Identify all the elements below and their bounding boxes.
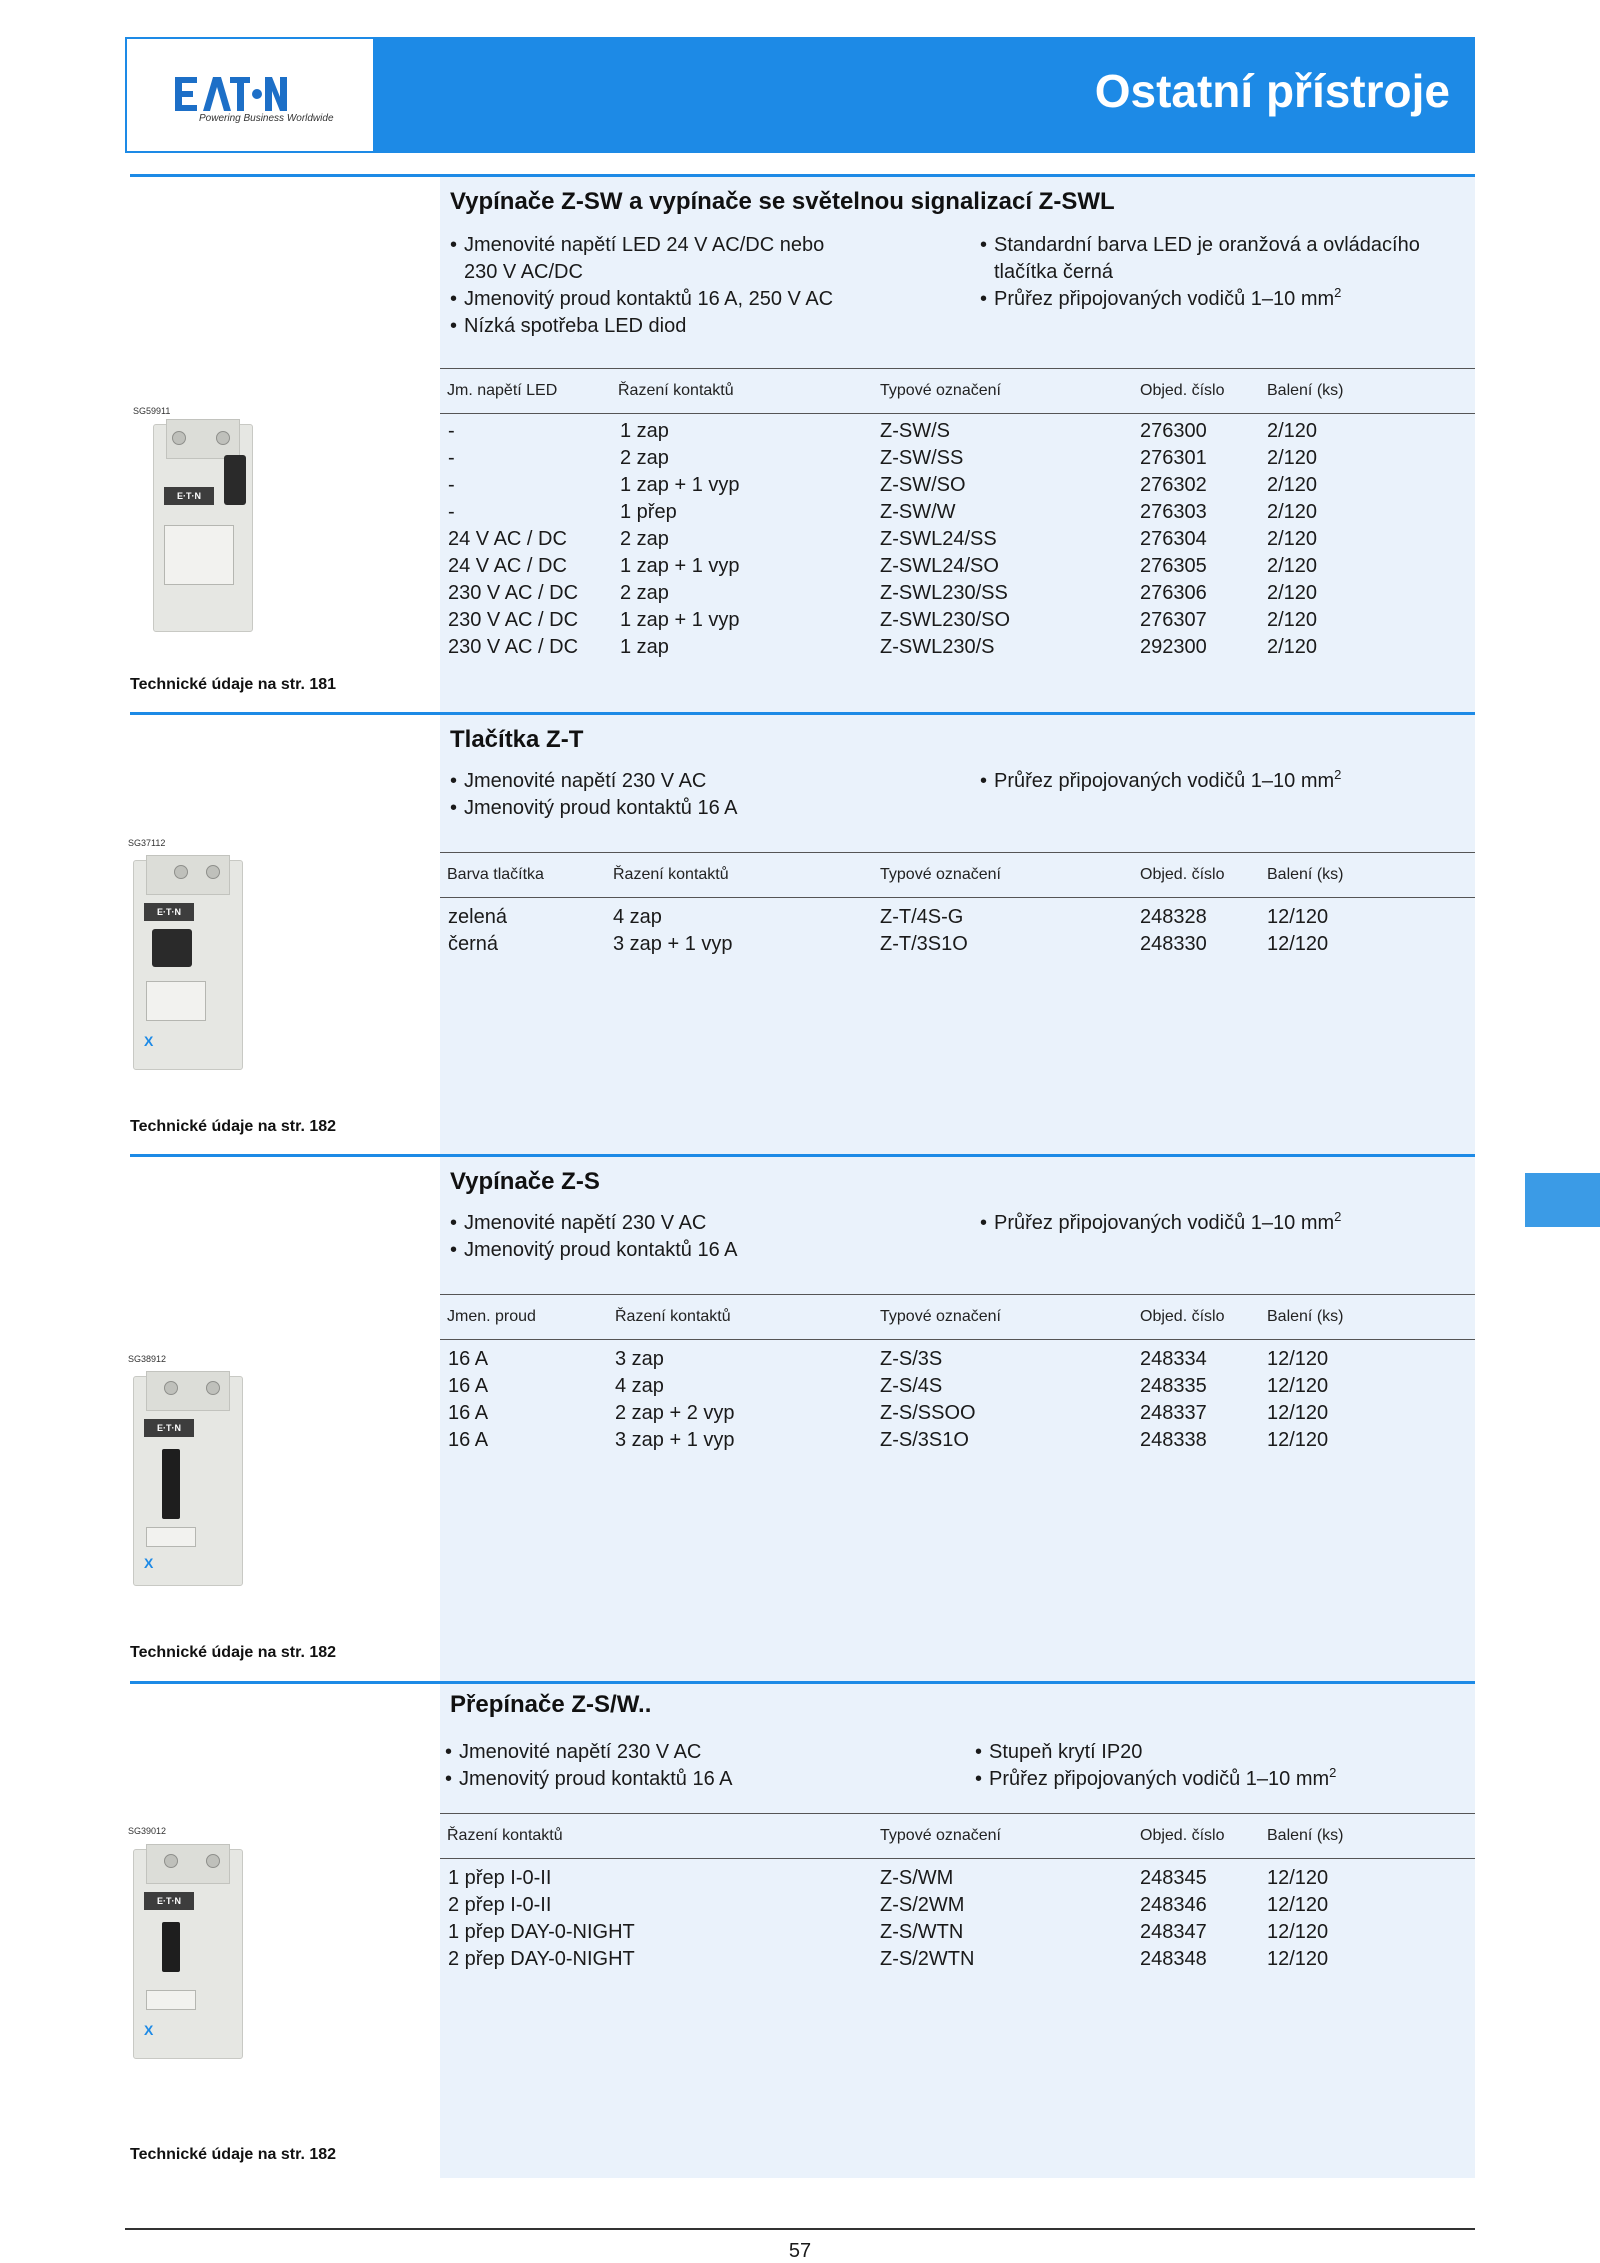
column-header: Typové označení: [880, 382, 1001, 399]
spec-item-continued: 230 V AC/DC: [464, 261, 583, 283]
screw-icon: [206, 865, 220, 879]
column-header: Jm. napětí LED: [447, 382, 558, 399]
cell: 16 A: [448, 1348, 489, 1370]
table-row: [440, 634, 1475, 661]
spec-text: Průřez připojovaných vodičů 1–10 mm: [989, 1768, 1330, 1790]
cell: 4 zap: [613, 906, 662, 928]
tech-data-reference: Technické údaje na str. 181: [130, 676, 337, 693]
table-row: [440, 1946, 1475, 1973]
cell: Z-SW/SO: [880, 474, 966, 496]
device-image: [133, 1376, 243, 1586]
table-row: [440, 931, 1475, 958]
cell: 2/120: [1267, 582, 1318, 604]
cell: Z-S/2WTN: [880, 1948, 975, 1970]
screw-icon: [174, 865, 188, 879]
cell: 24 V AC / DC: [448, 555, 567, 577]
cell: 2 zap + 2 vyp: [615, 1402, 735, 1424]
cell: Z-S/WM: [880, 1867, 954, 1889]
spec-list-left: [450, 768, 738, 822]
column-header: Balení (ks): [1267, 1308, 1344, 1325]
cell: 3 zap + 1 vyp: [613, 933, 733, 955]
cell: 2 zap: [620, 528, 669, 550]
switch-rocker-icon: [224, 455, 246, 505]
superscript: 2: [1329, 1765, 1337, 1780]
cell: 12/120: [1267, 1921, 1329, 1943]
switch-lever-icon: [162, 1449, 180, 1519]
cell: -: [448, 420, 455, 442]
footer-rule: [125, 2228, 1475, 2230]
column-header: Balení (ks): [1267, 382, 1344, 399]
cell: -: [448, 447, 455, 469]
page-title: Ostatní přístroje: [1094, 65, 1450, 117]
push-button-icon: [152, 929, 192, 967]
rating-plate: [164, 525, 234, 585]
cell: 2/120: [1267, 528, 1318, 550]
cell: 230 V AC / DC: [448, 609, 579, 631]
logo-wordmark: [175, 77, 287, 117]
section-title: Vypínače Z-S: [450, 1168, 600, 1195]
cell: 12/120: [1267, 1867, 1329, 1889]
x-mark-icon: X: [144, 2022, 154, 2038]
table-header: [440, 368, 1475, 414]
device-image: [153, 424, 253, 632]
cell: 4 zap: [615, 1375, 664, 1397]
cell: 248337: [1140, 1402, 1207, 1424]
spec-list-right: [980, 232, 1420, 313]
spec-item: • Stupeň krytí IP20: [975, 1739, 1336, 1766]
cell: Z-SWL230/SS: [880, 582, 1008, 604]
cell: 248347: [1140, 1921, 1207, 1943]
table-row: [440, 1892, 1475, 1919]
table-header: [440, 1813, 1475, 1859]
table-header: [440, 852, 1475, 898]
table-row: [440, 553, 1475, 580]
column-header: Řazení kontaktů: [447, 1827, 563, 1844]
cell: 248330: [1140, 933, 1207, 955]
cell: 276306: [1140, 582, 1207, 604]
spec-text: Průřez připojovaných vodičů 1–10 mm: [994, 288, 1335, 310]
cell: Z-SWL24/SS: [880, 528, 997, 550]
rating-plate: [146, 981, 206, 1021]
cell: 230 V AC / DC: [448, 582, 579, 604]
section-title: Tlačítka Z-T: [450, 726, 584, 753]
tech-data-reference: Technické údaje na str. 182: [130, 1118, 337, 1135]
spec-item-continued: tlačítka černá: [994, 261, 1113, 283]
cell: 248346: [1140, 1894, 1207, 1916]
cell: 2/120: [1267, 447, 1318, 469]
chapter-tab: [1525, 1173, 1600, 1227]
column-header: Řazení kontaktů: [615, 1308, 731, 1325]
spec-item: [980, 1210, 1341, 1237]
cell: Z-SWL230/S: [880, 636, 995, 658]
spec-list-left: [450, 1210, 738, 1264]
cell: Z-S/2WM: [880, 1894, 965, 1916]
cell: 276301: [1140, 447, 1207, 469]
table-row: [440, 418, 1475, 445]
brand-label-icon: E·T·N: [144, 903, 194, 921]
cell: 2 zap: [620, 582, 669, 604]
cell: 12/120: [1267, 1429, 1329, 1451]
product-table: [440, 1346, 1475, 1454]
spec-item: • Jmenovitý proud kontaktů 16 A: [445, 1766, 733, 1793]
cell: 12/120: [1267, 933, 1329, 955]
spec-text: Průřez připojovaných vodičů 1–10 mm: [994, 1212, 1335, 1234]
table-row: [440, 1373, 1475, 1400]
cell: 12/120: [1267, 1348, 1329, 1370]
cell: 248348: [1140, 1948, 1207, 1970]
table-header: [440, 1294, 1475, 1340]
screw-icon: [164, 1854, 178, 1868]
screw-icon: [206, 1854, 220, 1868]
cell: Z-S/4S: [880, 1375, 943, 1397]
cell: 1 zap: [620, 636, 669, 658]
column-header: Typové označení: [880, 866, 1001, 883]
cell: 230 V AC / DC: [448, 636, 579, 658]
column-header: Balení (ks): [1267, 866, 1344, 883]
cell: 248335: [1140, 1375, 1207, 1397]
brand-label-icon: E·T·N: [144, 1892, 194, 1910]
cell: 276300: [1140, 420, 1207, 442]
cell: 1 přep I-0-II: [448, 1867, 552, 1889]
cell: 2/120: [1267, 474, 1318, 496]
cell: 3 zap: [615, 1348, 664, 1370]
cell: 276302: [1140, 474, 1207, 496]
cell: 12/120: [1267, 1375, 1329, 1397]
cell: 16 A: [448, 1402, 489, 1424]
eaton-logo: [125, 37, 375, 153]
column-header: Objed. číslo: [1140, 382, 1225, 399]
cell: 248338: [1140, 1429, 1207, 1451]
spec-text: Průřez připojovaných vodičů 1–10 mm: [994, 770, 1335, 792]
cell: 1 zap: [620, 420, 669, 442]
cell: Z-S/3S1O: [880, 1429, 969, 1451]
superscript: 2: [1334, 1209, 1342, 1224]
column-header: Objed. číslo: [1140, 1308, 1225, 1325]
cell: 12/120: [1267, 1402, 1329, 1424]
superscript: 2: [1334, 767, 1342, 782]
cell: 2/120: [1267, 609, 1318, 631]
tech-data-reference: Technické údaje na str. 182: [130, 2146, 337, 2163]
rating-plate: [146, 1990, 196, 2010]
section-z-s-w: [125, 1681, 1475, 2178]
table-row: [440, 580, 1475, 607]
spec-item: • Jmenovitý proud kontaktů 16 A: [450, 1237, 738, 1264]
section-z-t: [125, 712, 1475, 1156]
spec-list-right: [975, 1739, 1336, 1793]
cell: zelená: [448, 906, 507, 928]
column-header: Řazení kontaktů: [618, 382, 734, 399]
product-table: [440, 1865, 1475, 1973]
spec-item: • Jmenovité napětí 230 V AC: [450, 1210, 738, 1237]
spec-item: • Jmenovité napětí LED 24 V AC/DC nebo: [450, 232, 833, 259]
column-header: Typové označení: [880, 1308, 1001, 1325]
cell: 2 zap: [620, 447, 669, 469]
cell: 16 A: [448, 1375, 489, 1397]
cell: 1 zap + 1 vyp: [620, 609, 740, 631]
brand-label-icon: E·T·N: [164, 487, 214, 505]
column-header: Objed. číslo: [1140, 1827, 1225, 1844]
cell: 1 zap + 1 vyp: [620, 555, 740, 577]
cell: 276307: [1140, 609, 1207, 631]
section-z-s: [125, 1154, 1475, 1684]
section-title: Vypínače Z-SW a vypínače se světelnou signalizací Z-SWL: [450, 188, 1115, 215]
section-z-sw: [125, 174, 1475, 714]
x-mark-icon: X: [144, 1033, 154, 1049]
cell: 1 zap + 1 vyp: [620, 474, 740, 496]
cell: černá: [448, 933, 499, 955]
product-table: [440, 904, 1475, 958]
cell: 248334: [1140, 1348, 1207, 1370]
brand-label-icon: E·T·N: [144, 1419, 194, 1437]
cell: 276304: [1140, 528, 1207, 550]
cell: Z-SWL230/SO: [880, 609, 1011, 631]
cell: Z-T/4S-G: [880, 906, 964, 928]
table-row: [440, 1346, 1475, 1373]
cell: 12/120: [1267, 1948, 1329, 1970]
cell: 276303: [1140, 501, 1207, 523]
spec-list-left: [450, 232, 833, 340]
image-code: SG39012: [128, 1826, 167, 1836]
screw-icon: [172, 431, 186, 445]
cell: 292300: [1140, 636, 1207, 658]
page-number: 57: [788, 2240, 812, 2262]
screw-icon: [216, 431, 230, 445]
switch-lever-icon: [162, 1922, 180, 1972]
cell: 3 zap + 1 vyp: [615, 1429, 735, 1451]
cell: 2/120: [1267, 501, 1318, 523]
table-row: [440, 1427, 1475, 1454]
section-title: Přepínače Z-S/W..: [450, 1691, 652, 1718]
cell: Z-SWL24/SO: [880, 555, 999, 577]
cell: Z-S/WTN: [880, 1921, 964, 1943]
table-row: [440, 1400, 1475, 1427]
tech-data-reference: Technické údaje na str. 182: [130, 1644, 337, 1661]
spec-item: • Jmenovité napětí 230 V AC: [450, 768, 738, 795]
table-row: [440, 1865, 1475, 1892]
screw-icon: [206, 1381, 220, 1395]
table-row: [440, 472, 1475, 499]
column-header: Barva tlačítka: [447, 866, 544, 883]
cell: 248345: [1140, 1867, 1207, 1889]
column-header: Řazení kontaktů: [613, 866, 729, 883]
cell: -: [448, 474, 455, 496]
logo-tagline: Powering Business Worldwide: [199, 113, 334, 124]
spec-list-right: [980, 1210, 1341, 1237]
cell: -: [448, 501, 455, 523]
cell: 2/120: [1267, 420, 1318, 442]
device-image: [133, 1849, 243, 2059]
table-row: [440, 499, 1475, 526]
cell: 1 přep: [620, 501, 677, 523]
spec-item: • Jmenovité napětí 230 V AC: [445, 1739, 733, 1766]
spec-item: [980, 286, 1420, 313]
spec-list-right: [980, 768, 1341, 795]
column-header: Objed. číslo: [1140, 866, 1225, 883]
image-code: SG38912: [128, 1354, 167, 1364]
superscript: 2: [1334, 285, 1342, 300]
column-header: Typové označení: [880, 1827, 1001, 1844]
cell: 1 přep DAY-0-NIGHT: [448, 1921, 635, 1943]
cell: 24 V AC / DC: [448, 528, 567, 550]
cell: 248328: [1140, 906, 1207, 928]
cell: 2 přep I-0-II: [448, 1894, 552, 1916]
cell: 16 A: [448, 1429, 489, 1451]
cell: 2 přep DAY-0-NIGHT: [448, 1948, 635, 1970]
cell: 2/120: [1267, 636, 1318, 658]
cell: 2/120: [1267, 555, 1318, 577]
table-row: [440, 607, 1475, 634]
column-header: Balení (ks): [1267, 1827, 1344, 1844]
spec-item: • Nízká spotřeba LED diod: [450, 313, 833, 340]
cell: Z-SW/SS: [880, 447, 964, 469]
table-row: [440, 445, 1475, 472]
cell: 276305: [1140, 555, 1207, 577]
spec-item: • Jmenovitý proud kontaktů 16 A, 250 V AC: [450, 286, 833, 313]
cell: Z-T/3S1O: [880, 933, 968, 955]
cell: Z-SW/W: [880, 501, 956, 523]
product-table: [440, 418, 1475, 661]
eaton-logo-icon: [175, 77, 287, 111]
spec-list-left: [445, 1739, 733, 1793]
spec-item: • Jmenovitý proud kontaktů 16 A: [450, 795, 738, 822]
spec-item: • Standardní barva LED je oranžová a ovládacího: [980, 232, 1420, 259]
cell: 12/120: [1267, 906, 1329, 928]
table-row: [440, 904, 1475, 931]
rating-plate: [146, 1527, 196, 1547]
device-image: [133, 860, 243, 1070]
x-mark-icon: X: [144, 1555, 154, 1571]
spec-item: [975, 1766, 1336, 1793]
column-header: Jmen. proud: [447, 1308, 536, 1325]
cell: Z-S/3S: [880, 1348, 943, 1370]
spec-item: [980, 768, 1341, 795]
cell: Z-S/SSOO: [880, 1402, 976, 1424]
image-code: SG59911: [133, 406, 171, 416]
cell: 12/120: [1267, 1894, 1329, 1916]
cell: Z-SW/S: [880, 420, 950, 442]
image-code: SG37112: [128, 838, 166, 848]
table-row: [440, 526, 1475, 553]
table-row: [440, 1919, 1475, 1946]
screw-icon: [164, 1381, 178, 1395]
